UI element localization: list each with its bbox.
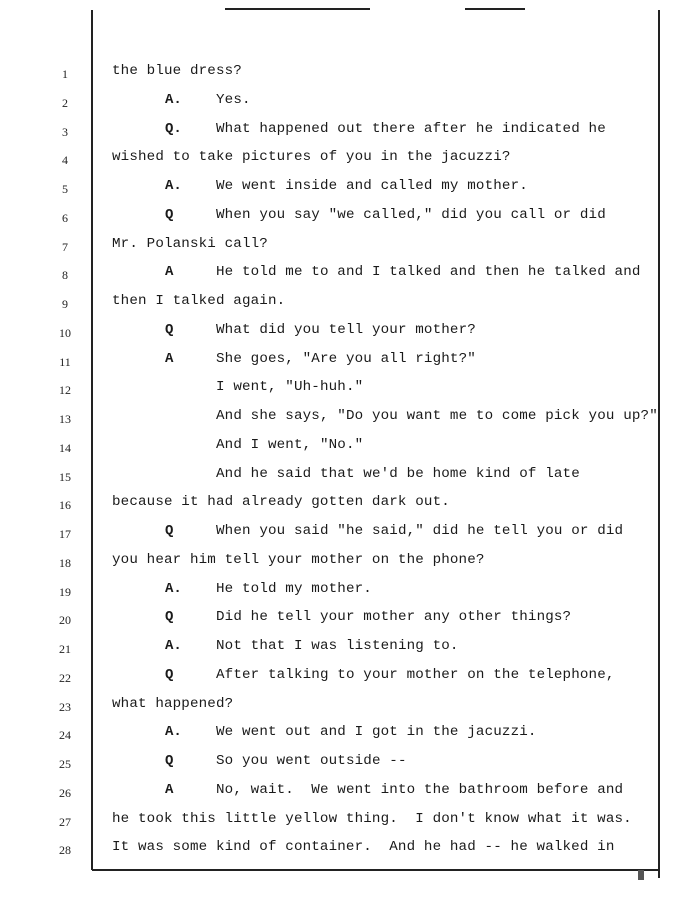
line-number: 27: [59, 814, 71, 829]
speaker-marker: Q: [165, 321, 174, 338]
transcript-line: what happened?: [112, 695, 234, 712]
transcript-line: What did you tell your mother?: [216, 321, 476, 338]
transcript-line: She goes, "Are you all right?": [216, 350, 476, 367]
speaker-marker: A.: [165, 91, 182, 108]
speaker-marker: Q: [165, 609, 174, 626]
line-number: 2: [62, 95, 68, 110]
line-number: 14: [59, 440, 71, 455]
transcript-line: We went inside and called my mother.: [216, 178, 528, 194]
line-number: 22: [59, 670, 71, 685]
transcript-line: because it had already gotten dark out.: [112, 494, 450, 511]
line-number: 21: [59, 642, 71, 656]
speaker-marker: A.: [165, 724, 182, 741]
line-number: 11: [59, 354, 71, 369]
speaker-marker: A: [165, 264, 174, 281]
line-number: 16: [59, 498, 71, 513]
transcript-line: When you said "he said," did he tell you or did: [216, 523, 624, 539]
page-right-border: [658, 10, 660, 878]
transcript-line: Yes.: [216, 91, 251, 108]
transcript-line: then I talked again.: [112, 293, 286, 309]
transcript-line: I went, "Uh-huh.": [216, 379, 364, 396]
transcript-line: It was some kind of container. And he had -- he walked in: [112, 839, 615, 856]
line-number: 9: [62, 297, 68, 311]
line-number: 7: [62, 239, 68, 254]
line-number: 15: [59, 469, 71, 484]
speaker-marker: A: [165, 781, 174, 798]
transcript-line: And she says, "Do you want me to come pick you up?": [216, 408, 658, 424]
transcript-line: Not that I was listening to.: [216, 638, 459, 654]
speaker-marker: Q: [165, 753, 174, 769]
transcript-line: We went out and I got in the jacuzzi.: [216, 724, 537, 741]
transcript-line: he took this little yellow thing. I don't know what it was.: [112, 810, 632, 827]
line-number: 8: [62, 268, 68, 283]
transcript-line: When you say "we called," did you call or did: [216, 206, 606, 223]
speaker-marker: Q: [165, 206, 174, 223]
line-number: 4: [62, 153, 68, 168]
transcript-line: wished to take pictures of you in the jacuzzi?: [112, 149, 511, 166]
line-number: 1: [62, 67, 68, 81]
line-number: 18: [59, 555, 71, 570]
line-number: 12: [59, 383, 71, 398]
scan-mark: [638, 870, 644, 880]
speaker-marker: Q: [165, 666, 174, 683]
transcript-line: He told me to and I talked and then he talked and: [216, 264, 641, 281]
speaker-marker: A.: [165, 638, 182, 654]
speaker-marker: Q.: [165, 120, 182, 137]
transcript-line: No, wait. We went into the bathroom before and: [216, 781, 624, 798]
transcript-line: And he said that we'd be home kind of late: [216, 465, 580, 482]
line-number: 17: [59, 527, 71, 541]
page-top-border-segment: [465, 8, 525, 10]
transcript-line: the blue dress?: [112, 63, 242, 79]
speaker-marker: A.: [165, 580, 182, 597]
speaker-marker: A.: [165, 178, 182, 194]
line-number: 5: [62, 182, 68, 196]
transcript-line: He told my mother.: [216, 580, 372, 597]
line-number: 25: [59, 757, 71, 771]
line-number: 6: [62, 210, 68, 225]
speaker-marker: A: [165, 350, 174, 367]
transcript-line: After talking to your mother on the telephone,: [216, 666, 615, 683]
transcript-line: Mr. Polanski call?: [112, 235, 268, 252]
page-bottom-border: [92, 869, 658, 871]
line-number: 26: [59, 785, 71, 800]
line-number: 19: [59, 584, 71, 599]
line-number: 10: [59, 325, 71, 340]
line-number: 13: [59, 412, 71, 426]
line-number: 24: [59, 728, 71, 743]
transcript-line: you hear him tell your mother on the phone?: [112, 551, 485, 568]
line-number: 23: [59, 699, 71, 714]
line-number: 20: [59, 613, 71, 628]
line-number: 3: [62, 124, 68, 139]
transcript-line: What happened out there after he indicated he: [216, 120, 606, 137]
transcript-line: So you went outside --: [216, 753, 407, 769]
transcript-line: And I went, "No.": [216, 436, 364, 453]
page-left-border: [91, 10, 93, 870]
transcript-line: Did he tell your mother any other things?: [216, 609, 572, 626]
page-top-border-segment: [225, 8, 370, 10]
speaker-marker: Q: [165, 523, 174, 539]
line-number: 28: [59, 843, 71, 858]
